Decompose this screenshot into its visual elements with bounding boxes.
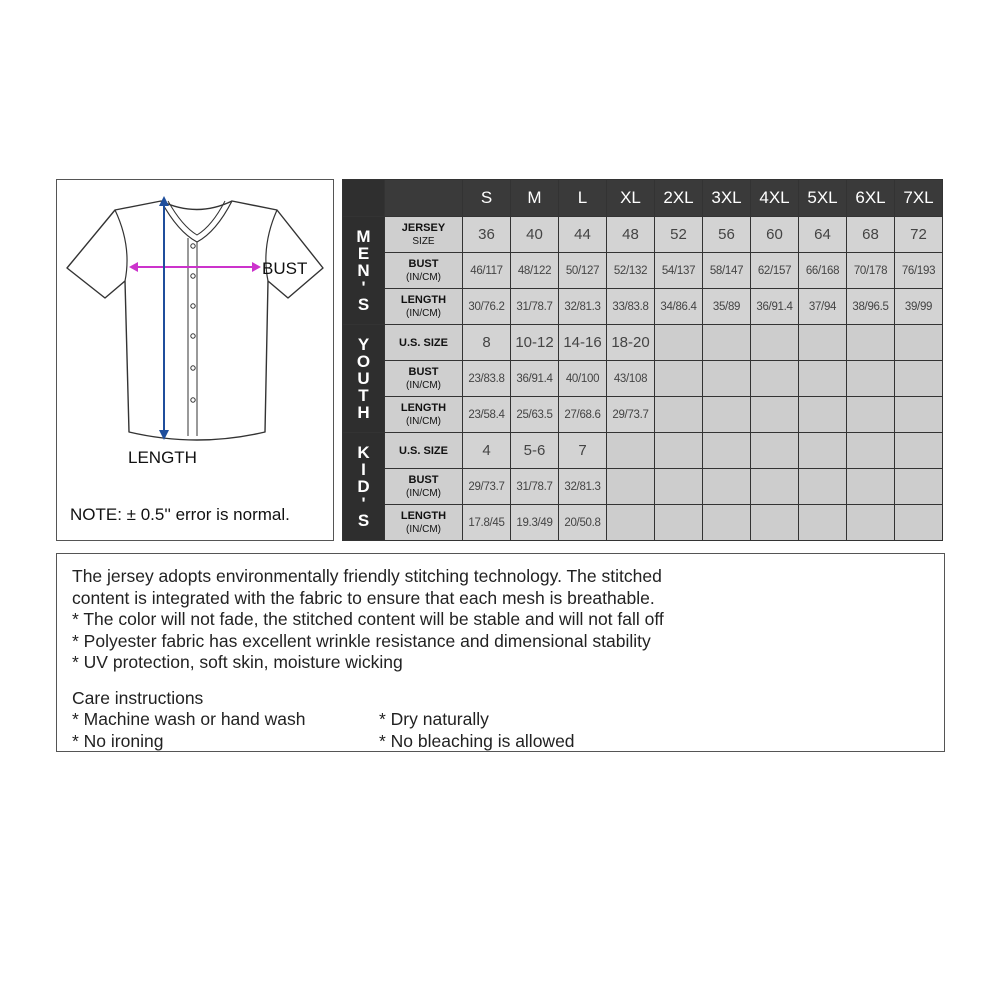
empty-cell — [895, 469, 943, 505]
value-cell: 34/86.4 — [655, 289, 703, 325]
size-header: L — [559, 180, 607, 217]
section-label — [343, 325, 385, 433]
description-line: content is integrated with the fabric to ensure that each mesh is breathable. — [72, 587, 655, 608]
value-cell: 70/178 — [847, 253, 895, 289]
empty-cell — [751, 469, 799, 505]
value-cell: 50/127 — [559, 253, 607, 289]
empty-cell — [655, 397, 703, 433]
value-cell: 33/83.8 — [607, 289, 655, 325]
size-header: 6XL — [847, 180, 895, 217]
section-letter: Y — [357, 335, 370, 354]
empty-cell — [751, 361, 799, 397]
table-row — [343, 361, 943, 397]
value-cell: 29/73.7 — [463, 469, 511, 505]
empty-cell — [703, 469, 751, 505]
value-cell: 25/63.5 — [511, 397, 559, 433]
empty-cell — [703, 397, 751, 433]
value-cell: 4 — [463, 433, 511, 469]
row-label-unit: (IN/CM) — [406, 271, 441, 283]
empty-cell — [655, 325, 703, 361]
value-cell: 36 — [463, 217, 511, 253]
row-label-main: JERSEY — [401, 221, 446, 234]
row-label — [385, 469, 463, 505]
empty-cell — [847, 469, 895, 505]
row-label — [385, 289, 463, 325]
value-cell: 31/78.7 — [511, 289, 559, 325]
row-label-main: U.S. SIZE — [399, 444, 448, 457]
value-cell: 27/68.6 — [559, 397, 607, 433]
value-cell: 32/81.3 — [559, 469, 607, 505]
table-row — [343, 253, 943, 289]
description-line: The jersey adopts environmentally friendly stitching technology. The stitched — [72, 566, 662, 586]
empty-cell — [895, 433, 943, 469]
care-row — [72, 731, 929, 753]
empty-cell — [607, 505, 655, 541]
size-header: 5XL — [799, 180, 847, 217]
empty-cell — [655, 361, 703, 397]
row-label-main: LENGTH — [400, 509, 447, 522]
table-row — [343, 469, 943, 505]
empty-cell — [847, 361, 895, 397]
jersey-outline-icon — [57, 180, 335, 542]
empty-cell — [799, 397, 847, 433]
section-letter: U — [357, 369, 370, 388]
empty-cell — [607, 433, 655, 469]
value-cell: 29/73.7 — [607, 397, 655, 433]
table-row — [343, 433, 943, 469]
value-cell: 14-16 — [559, 325, 607, 361]
value-cell: 54/137 — [655, 253, 703, 289]
value-cell: 62/157 — [751, 253, 799, 289]
row-label-main: BUST — [408, 365, 439, 378]
value-cell: 66/168 — [799, 253, 847, 289]
value-cell: 36/91.4 — [511, 361, 559, 397]
care-item: * No bleaching is allowed — [379, 730, 575, 751]
value-cell: 39/99 — [895, 289, 943, 325]
care-instructions-title: Care instructions — [72, 687, 204, 708]
table-row — [343, 289, 943, 325]
value-cell: 56 — [703, 217, 751, 253]
value-cell: 72 — [895, 217, 943, 253]
section-label — [343, 433, 385, 541]
empty-cell — [703, 433, 751, 469]
size-header: XL — [607, 180, 655, 217]
value-cell: 40/100 — [559, 361, 607, 397]
value-cell: 31/78.7 — [511, 469, 559, 505]
empty-cell — [847, 505, 895, 541]
section-letter: I — [361, 460, 366, 479]
row-label-main: BUST — [408, 473, 439, 486]
row-label-unit: SIZE — [412, 235, 435, 247]
care-row — [72, 709, 929, 731]
bust-label: BUST — [262, 259, 308, 278]
empty-cell — [847, 325, 895, 361]
value-cell: 10-12 — [511, 325, 559, 361]
row-label-unit: (IN/CM) — [406, 523, 441, 535]
row-label — [385, 325, 463, 361]
description-line: * The color will not fade, the stitched content will be stable and will not fall off — [72, 609, 664, 629]
row-label — [385, 361, 463, 397]
section-label — [343, 217, 385, 325]
empty-cell — [751, 397, 799, 433]
empty-cell — [751, 325, 799, 361]
section-letter: M — [356, 227, 371, 246]
size-chart-table — [342, 179, 943, 541]
empty-cell — [607, 469, 655, 505]
section-letter: ' — [361, 278, 366, 297]
empty-cell — [799, 325, 847, 361]
row-label-main: LENGTH — [400, 293, 447, 306]
value-cell: 35/89 — [703, 289, 751, 325]
table-row — [343, 397, 943, 433]
section-letter: ' — [361, 494, 366, 513]
value-cell: 32/81.3 — [559, 289, 607, 325]
value-cell: 58/147 — [703, 253, 751, 289]
section-letter: O — [356, 352, 371, 371]
empty-cell — [895, 325, 943, 361]
value-cell: 52 — [655, 217, 703, 253]
care-item: * No ironing — [72, 730, 164, 751]
value-cell: 30/76.2 — [463, 289, 511, 325]
description-line: * UV protection, soft skin, moisture wicking — [72, 652, 403, 672]
product-description-panel — [56, 553, 945, 752]
value-cell: 48 — [607, 217, 655, 253]
value-cell: 38/96.5 — [847, 289, 895, 325]
size-header: 4XL — [751, 180, 799, 217]
empty-cell — [751, 505, 799, 541]
header-corner — [343, 180, 385, 217]
value-cell: 60 — [751, 217, 799, 253]
section-letter: K — [357, 443, 370, 462]
row-label — [385, 505, 463, 541]
value-cell: 40 — [511, 217, 559, 253]
table-row — [343, 217, 943, 253]
length-label: LENGTH — [128, 448, 197, 467]
row-label-unit: (IN/CM) — [406, 487, 441, 499]
empty-cell — [799, 505, 847, 541]
care-item: * Dry naturally — [379, 709, 489, 729]
value-cell: 36/91.4 — [751, 289, 799, 325]
empty-cell — [895, 397, 943, 433]
row-label — [385, 433, 463, 469]
empty-cell — [799, 469, 847, 505]
value-cell: 23/58.4 — [463, 397, 511, 433]
empty-cell — [895, 361, 943, 397]
value-cell: 52/132 — [607, 253, 655, 289]
empty-cell — [655, 433, 703, 469]
care-item: * Machine wash or hand wash — [72, 709, 306, 729]
value-cell: 76/193 — [895, 253, 943, 289]
empty-cell — [895, 505, 943, 541]
size-header: 2XL — [655, 180, 703, 217]
table-row — [343, 505, 943, 541]
row-label — [385, 397, 463, 433]
value-cell: 20/50.8 — [559, 505, 607, 541]
value-cell: 5-6 — [511, 433, 559, 469]
row-label-unit: (IN/CM) — [406, 379, 441, 391]
value-cell: 68 — [847, 217, 895, 253]
row-label-unit: (IN/CM) — [406, 415, 441, 427]
value-cell: 17.8/45 — [463, 505, 511, 541]
value-cell: 43/108 — [607, 361, 655, 397]
row-label-main: U.S. SIZE — [399, 336, 448, 349]
tolerance-note: NOTE: ± 0.5'' error is normal. — [70, 505, 290, 524]
value-cell: 7 — [559, 433, 607, 469]
section-letter: E — [357, 244, 370, 263]
value-cell: 23/83.8 — [463, 361, 511, 397]
section-letter: H — [357, 403, 370, 422]
row-label-unit: (IN/CM) — [406, 307, 441, 319]
empty-cell — [799, 361, 847, 397]
size-header: 3XL — [703, 180, 751, 217]
section-letter: S — [357, 511, 370, 530]
empty-cell — [703, 325, 751, 361]
empty-cell — [847, 397, 895, 433]
empty-cell — [751, 433, 799, 469]
value-cell: 18-20 — [607, 325, 655, 361]
jersey-diagram-panel — [56, 179, 334, 541]
empty-cell — [703, 505, 751, 541]
row-label — [385, 217, 463, 253]
empty-cell — [847, 433, 895, 469]
empty-cell — [655, 505, 703, 541]
row-label-main: BUST — [408, 257, 439, 270]
section-letter: D — [357, 477, 370, 496]
value-cell: 37/94 — [799, 289, 847, 325]
row-label — [385, 253, 463, 289]
empty-cell — [655, 469, 703, 505]
section-letter: T — [358, 386, 369, 405]
value-cell: 8 — [463, 325, 511, 361]
value-cell: 44 — [559, 217, 607, 253]
size-header: S — [463, 180, 511, 217]
value-cell: 46/117 — [463, 253, 511, 289]
table-row — [343, 325, 943, 361]
size-header: M — [511, 180, 559, 217]
value-cell: 48/122 — [511, 253, 559, 289]
value-cell: 64 — [799, 217, 847, 253]
size-header: 7XL — [895, 180, 943, 217]
section-letter: S — [357, 295, 370, 314]
description-line: * Polyester fabric has excellent wrinkle resistance and dimensional stability — [72, 630, 651, 651]
section-letter: N — [357, 261, 370, 280]
empty-cell — [799, 433, 847, 469]
header-corner — [385, 180, 463, 217]
row-label-main: LENGTH — [400, 401, 447, 414]
value-cell: 19.3/49 — [511, 505, 559, 541]
empty-cell — [703, 361, 751, 397]
